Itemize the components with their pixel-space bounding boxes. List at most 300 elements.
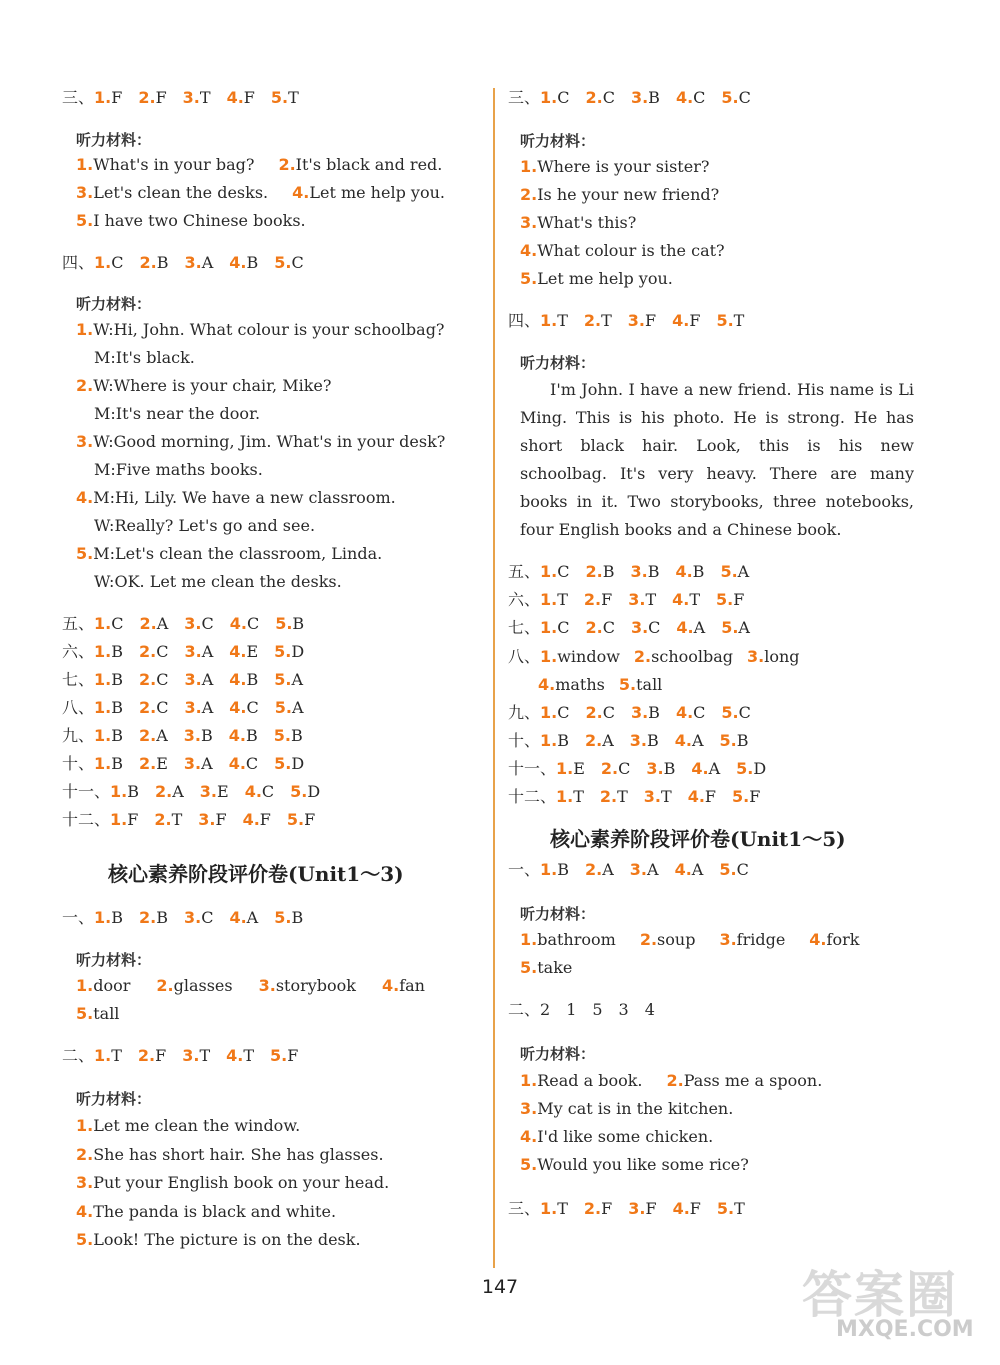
- item-answer: A: [291, 698, 304, 717]
- item-number: 4.: [292, 183, 310, 202]
- item-number: 2.: [583, 1199, 602, 1218]
- item-number: 3.: [628, 1199, 646, 1218]
- item-answer: T: [199, 88, 211, 107]
- listening-material-header: 听力材料：: [520, 1045, 596, 1063]
- item-number: 3.: [184, 642, 202, 661]
- item-answer: B: [291, 908, 304, 927]
- item-number: 4.: [672, 590, 690, 609]
- item-number: 2.: [600, 759, 619, 778]
- listening-material-header: 听力材料：: [76, 295, 152, 313]
- item-answer: C: [111, 253, 124, 272]
- item-number: 4.: [672, 1199, 690, 1218]
- item-answer: F: [111, 88, 123, 107]
- item-answer: A: [737, 562, 750, 581]
- item-answer: C: [602, 703, 615, 722]
- item-number: 3.: [183, 754, 202, 773]
- item-answer: B: [111, 726, 123, 745]
- item-text: What's in your bag?: [93, 155, 255, 174]
- item-number: 4.: [76, 488, 94, 507]
- item-answer: D: [753, 759, 767, 778]
- item-answer: C: [156, 698, 169, 717]
- listening-material-header: 听力材料：: [520, 132, 596, 150]
- item-answer: F: [749, 787, 761, 806]
- item-answer: T: [661, 787, 672, 806]
- item-number: 1.: [540, 88, 558, 107]
- column-divider: [493, 88, 495, 1268]
- item-number: 5.: [270, 1046, 288, 1065]
- item-answer: A: [156, 614, 169, 633]
- item-number: 1.: [94, 726, 112, 745]
- item-number: 3.: [183, 726, 201, 745]
- item-answer: B: [557, 860, 569, 879]
- item-number: 5.: [274, 642, 292, 661]
- item-number: 5.: [719, 731, 737, 750]
- text-line: [76, 376, 331, 396]
- watermark-big: 答案圈: [802, 1266, 958, 1324]
- text-line: [76, 488, 396, 508]
- answer-row: [508, 562, 749, 582]
- item-number: 5.: [716, 311, 734, 330]
- item-text: long: [764, 647, 800, 666]
- item-answer: A: [201, 670, 214, 689]
- item-number: 5.: [275, 614, 293, 633]
- order-answer: 2 1 5 3 4: [540, 1000, 655, 1019]
- text-line: [76, 1230, 361, 1250]
- item-text: window: [557, 647, 620, 666]
- item-number: 1.: [76, 976, 94, 995]
- item-text: Is he your new friend?: [537, 185, 720, 204]
- item-answer: F: [601, 590, 613, 609]
- answer-row: [508, 647, 800, 667]
- item-number: 5.: [520, 1155, 538, 1174]
- text-line: [520, 241, 725, 261]
- item-answer: C: [156, 670, 169, 689]
- item-number: 1.: [540, 562, 558, 581]
- item-number: 5.: [273, 726, 291, 745]
- item-number: 3.: [184, 614, 202, 633]
- item-answer: D: [307, 782, 321, 801]
- answer-row: [508, 1199, 745, 1219]
- item-number: 1.: [110, 810, 128, 829]
- section-label: 六、: [62, 642, 95, 661]
- item-answer: F: [645, 1199, 657, 1218]
- item-number: 1.: [540, 703, 558, 722]
- item-text: M:Let's clean the classroom, Linda.: [93, 544, 383, 563]
- item-answer: C: [738, 88, 751, 107]
- item-number: 4.: [687, 787, 705, 806]
- item-number: 4.: [675, 562, 693, 581]
- item-number: 1.: [94, 908, 112, 927]
- item-number: 5.: [274, 253, 292, 272]
- item-answer: C: [557, 703, 570, 722]
- text-line: [76, 1145, 384, 1165]
- text-line: [76, 544, 382, 564]
- item-number: 2.: [585, 618, 603, 637]
- item-answer: B: [647, 731, 659, 750]
- item-number: 5.: [76, 211, 94, 230]
- item-number: 4.: [229, 698, 247, 717]
- answer-row: [62, 670, 303, 690]
- item-number: 3.: [182, 1046, 200, 1065]
- item-number: 5.: [274, 698, 292, 717]
- item-text: fridge: [736, 930, 786, 949]
- item-answer: T: [645, 590, 657, 609]
- item-number: 2.: [599, 787, 618, 806]
- item-number: 3.: [76, 1173, 94, 1192]
- answer-row: [508, 703, 751, 723]
- answer-row: [62, 253, 304, 273]
- item-number: 5.: [721, 618, 739, 637]
- item-number: 2.: [585, 703, 603, 722]
- text-line: [520, 930, 859, 950]
- answer-row: [62, 88, 299, 108]
- section-label: 四、: [508, 311, 541, 330]
- section-label: 一、: [62, 908, 95, 927]
- item-answer: C: [245, 754, 259, 773]
- item-answer: C: [736, 860, 749, 879]
- watermark-logo: [772, 1253, 982, 1353]
- item-number: 5.: [76, 544, 94, 563]
- item-answer: A: [201, 698, 214, 717]
- item-answer: C: [246, 698, 259, 717]
- item-text: bathroom: [537, 930, 616, 949]
- item-number: 4.: [520, 241, 538, 260]
- item-text: I'd like some chicken.: [537, 1127, 714, 1146]
- item-number: 4.: [229, 908, 247, 927]
- item-answer: E: [246, 642, 259, 661]
- listening-material-header: 听力材料：: [76, 951, 152, 969]
- text-line: [520, 958, 572, 978]
- item-number: 4.: [674, 731, 692, 750]
- item-answer: C: [291, 253, 304, 272]
- answer-row: [62, 614, 304, 634]
- item-number: 3.: [747, 647, 765, 666]
- item-number: 1.: [540, 647, 558, 666]
- item-answer: B: [736, 731, 749, 750]
- item-answer: T: [111, 1046, 122, 1065]
- text-line: [76, 1173, 389, 1193]
- item-number: 1.: [94, 698, 112, 717]
- item-number: 3.: [630, 703, 649, 722]
- section-label: 一、: [508, 860, 541, 879]
- item-answer: F: [704, 787, 717, 806]
- item-answer: F: [733, 590, 745, 609]
- item-number: 4.: [676, 618, 694, 637]
- answer-row: [508, 731, 749, 751]
- section-title: 核心素养阶段评价卷(Unit1～5): [550, 827, 846, 851]
- item-answer: T: [733, 311, 745, 330]
- item-number: 1.: [94, 614, 112, 633]
- item-answer: C: [201, 908, 214, 927]
- item-answer: C: [557, 88, 570, 107]
- item-number: 4.: [228, 754, 246, 773]
- item-number: 5.: [520, 269, 538, 288]
- item-answer: C: [261, 782, 275, 801]
- item-number: 4.: [76, 1201, 94, 1221]
- item-answer: C: [201, 614, 214, 633]
- item-number: 3.: [184, 670, 202, 689]
- item-answer: C: [602, 618, 615, 637]
- text-line: [76, 183, 445, 203]
- item-text: My cat is in the kitchen.: [537, 1099, 734, 1118]
- item-text: M:Hi, Lily. We have a new classroom.: [93, 488, 396, 507]
- section-label: 十、: [508, 731, 541, 750]
- item-number: 4.: [229, 253, 247, 272]
- item-number: 5.: [290, 782, 308, 801]
- watermark-small: MXQE.COM: [836, 1317, 974, 1342]
- item-answer: A: [738, 618, 750, 637]
- item-answer: A: [691, 860, 704, 879]
- item-answer: B: [290, 726, 303, 745]
- text-line: [94, 460, 263, 480]
- item-number: 5.: [76, 1004, 94, 1023]
- item-number: 2.: [666, 1071, 684, 1090]
- item-answer: F: [155, 88, 167, 107]
- item-number: 2.: [76, 376, 94, 395]
- item-number: 5.: [274, 908, 292, 927]
- text-line: [520, 157, 709, 177]
- item-number: 1.: [556, 759, 574, 778]
- item-answer: C: [618, 759, 631, 778]
- item-text: She has short hair. She has glasses.: [93, 1144, 384, 1164]
- text-line: [94, 516, 315, 536]
- answer-row: [62, 754, 304, 774]
- item-number: 2.: [585, 860, 603, 879]
- item-answer: T: [288, 88, 299, 107]
- item-number: 4.: [228, 726, 246, 745]
- item-number: 1.: [520, 157, 538, 176]
- item-answer: T: [557, 311, 568, 330]
- item-answer: B: [602, 562, 615, 581]
- text-line: [520, 1155, 749, 1175]
- item-text: Where is your sister?: [537, 157, 710, 176]
- section-label: 三、: [508, 88, 541, 107]
- item-answer: A: [602, 860, 614, 879]
- item-answer: B: [647, 562, 660, 581]
- item-answer: C: [246, 614, 260, 633]
- item-answer: B: [127, 782, 139, 801]
- item-number: 1.: [76, 155, 94, 174]
- item-answer: F: [645, 311, 657, 330]
- item-answer: T: [734, 1199, 745, 1218]
- item-text: Read a book.: [537, 1071, 643, 1090]
- listening-material-header: 听力材料：: [520, 905, 596, 923]
- item-number: 1.: [94, 670, 112, 689]
- item-number: 1.: [76, 1116, 94, 1135]
- text-line: [520, 1099, 733, 1119]
- item-number: 1.: [94, 253, 112, 272]
- answer-row: [508, 311, 744, 331]
- item-answer: F: [259, 810, 271, 829]
- item-text: tall: [636, 675, 663, 694]
- answer-row: [62, 908, 303, 928]
- item-number: 4.: [244, 782, 262, 801]
- item-number: 3.: [184, 253, 202, 272]
- item-number: 1.: [94, 1046, 112, 1065]
- item-number: 4.: [229, 614, 247, 633]
- text-line: [76, 320, 445, 340]
- item-number: 5.: [732, 787, 750, 806]
- item-answer: E: [217, 782, 229, 801]
- text-line: [94, 572, 342, 592]
- item-number: 5.: [720, 562, 738, 581]
- item-text: W:Hi, John. What colour is your schoolbag?: [93, 320, 445, 339]
- listening-material-header: 听力材料：: [76, 131, 152, 149]
- section-label: 八、: [62, 698, 95, 717]
- item-number: 2.: [137, 1046, 156, 1065]
- item-answer: B: [648, 88, 660, 107]
- item-number: 2.: [139, 754, 157, 773]
- answer-row: [508, 787, 760, 807]
- item-number: 3.: [520, 1099, 538, 1118]
- section-label: 七、: [508, 618, 541, 637]
- answer-row: [62, 642, 304, 662]
- item-answer: F: [243, 88, 255, 107]
- item-text: Look! The picture is on the desk.: [93, 1230, 361, 1249]
- item-answer: T: [689, 590, 701, 609]
- item-number: 2.: [155, 782, 173, 801]
- item-answer: C: [648, 618, 661, 637]
- section-label: 二、: [62, 1046, 95, 1065]
- text-line: [520, 213, 636, 233]
- item-answer: B: [111, 698, 123, 717]
- item-answer: C: [693, 88, 706, 107]
- item-number: 3.: [76, 183, 94, 202]
- item-number: 3.: [520, 213, 538, 232]
- item-number: 3.: [629, 731, 647, 750]
- item-number: 3.: [630, 562, 648, 581]
- item-answer: A: [246, 908, 259, 927]
- item-answer: E: [156, 754, 168, 773]
- item-answer: B: [111, 642, 123, 661]
- listening-paragraph: I'm John. I have a new friend. His name is Li Ming. This is his photo. He is strong. He has short black hair. Look, this is his new schoolbag. It's very heavy. There are many books in it. Two storybooks, three notebooks, four English books and a Chinese book.: [520, 380, 914, 539]
- section-label: 三、: [62, 88, 95, 107]
- item-number: 4.: [242, 810, 260, 829]
- item-number: 1.: [110, 782, 128, 801]
- section-label: 十二、: [508, 787, 557, 806]
- item-number: 2.: [139, 614, 157, 633]
- section-label: 十二、: [62, 810, 111, 829]
- section-label: 七、: [62, 670, 95, 689]
- item-answer: T: [573, 787, 584, 806]
- item-answer: C: [693, 703, 706, 722]
- item-number: 2.: [139, 726, 157, 745]
- item-text: Put your English book on your head.: [93, 1173, 390, 1192]
- section-label: 五、: [62, 614, 95, 633]
- item-number: 5.: [716, 1199, 735, 1218]
- item-number: 5.: [520, 958, 538, 977]
- text-line: [76, 976, 425, 996]
- item-answer: B: [648, 703, 660, 722]
- item-answer: C: [111, 614, 124, 633]
- item-number: 3.: [182, 88, 200, 107]
- section-label: 十一、: [508, 759, 557, 778]
- item-answer: B: [557, 731, 569, 750]
- item-number: 2.: [139, 670, 157, 689]
- item-text: soup: [657, 930, 696, 949]
- item-answer: C: [602, 88, 615, 107]
- section-label: 五、: [508, 562, 541, 581]
- item-answer: A: [691, 731, 704, 750]
- item-number: 2.: [583, 590, 602, 609]
- text-line: [520, 185, 719, 205]
- text-line: [76, 155, 442, 175]
- item-answer: F: [127, 810, 139, 829]
- item-answer: B: [111, 754, 123, 773]
- text-line: [520, 269, 673, 289]
- text-line: [76, 211, 306, 231]
- item-number: 2.: [585, 88, 603, 107]
- answer-row: [62, 810, 315, 830]
- item-answer: T: [557, 590, 568, 609]
- item-answer: C: [557, 618, 570, 637]
- item-number: 2.: [639, 930, 658, 949]
- item-answer: A: [201, 754, 213, 773]
- section-label: 二、: [508, 1000, 541, 1019]
- item-answer: A: [201, 253, 214, 272]
- item-answer: F: [304, 810, 316, 829]
- item-number: 4.: [226, 88, 244, 107]
- item-text: M:Five maths books.: [94, 460, 263, 479]
- item-number: 2.: [139, 253, 157, 272]
- text-line: [520, 1071, 822, 1091]
- item-answer: A: [602, 731, 614, 750]
- item-number: 2.: [633, 647, 652, 666]
- section-label: 十一、: [62, 782, 111, 801]
- item-number: 1.: [540, 1199, 558, 1218]
- item-number: 1.: [94, 642, 112, 661]
- item-number: 1.: [94, 754, 112, 773]
- item-answer: F: [689, 311, 701, 330]
- item-text: Let me help you.: [309, 183, 445, 202]
- answer-row: [62, 1046, 298, 1066]
- item-answer: T: [199, 1046, 211, 1065]
- page-number: 147: [481, 1276, 519, 1298]
- item-answer: A: [172, 782, 184, 801]
- item-number: 5.: [721, 88, 739, 107]
- item-answer: F: [155, 1046, 167, 1065]
- item-number: 1.: [540, 618, 558, 637]
- item-number: 5.: [716, 590, 734, 609]
- item-text: Pass me a spoon.: [683, 1071, 823, 1090]
- item-number: 1.: [540, 311, 558, 330]
- item-number: 2.: [138, 88, 156, 107]
- item-number: 4.: [538, 675, 556, 694]
- answer-row: [62, 698, 304, 718]
- item-number: 3.: [198, 810, 216, 829]
- item-text: The panda is black and white.: [93, 1201, 337, 1221]
- section-title: 核心素养阶段评价卷(Unit1～3): [108, 862, 404, 886]
- item-text: What colour is the cat?: [537, 241, 725, 260]
- text-line: [76, 1116, 300, 1136]
- text-line: [94, 404, 260, 424]
- item-number: 5.: [719, 860, 737, 879]
- text-line: [76, 1004, 119, 1024]
- item-number: 3.: [630, 618, 649, 637]
- item-answer: B: [156, 908, 168, 927]
- item-number: 5.: [286, 810, 305, 829]
- item-answer: A: [201, 642, 214, 661]
- item-answer: T: [171, 810, 183, 829]
- answer-row: [508, 860, 749, 880]
- item-number: 1.: [540, 860, 558, 879]
- listening-material-header: 听力材料：: [520, 354, 596, 372]
- item-number: 4.: [675, 88, 694, 107]
- item-number: 2.: [585, 562, 603, 581]
- item-number: 2.: [139, 698, 157, 717]
- item-number: 4.: [672, 311, 690, 330]
- item-text: I have two Chinese books.: [93, 211, 306, 230]
